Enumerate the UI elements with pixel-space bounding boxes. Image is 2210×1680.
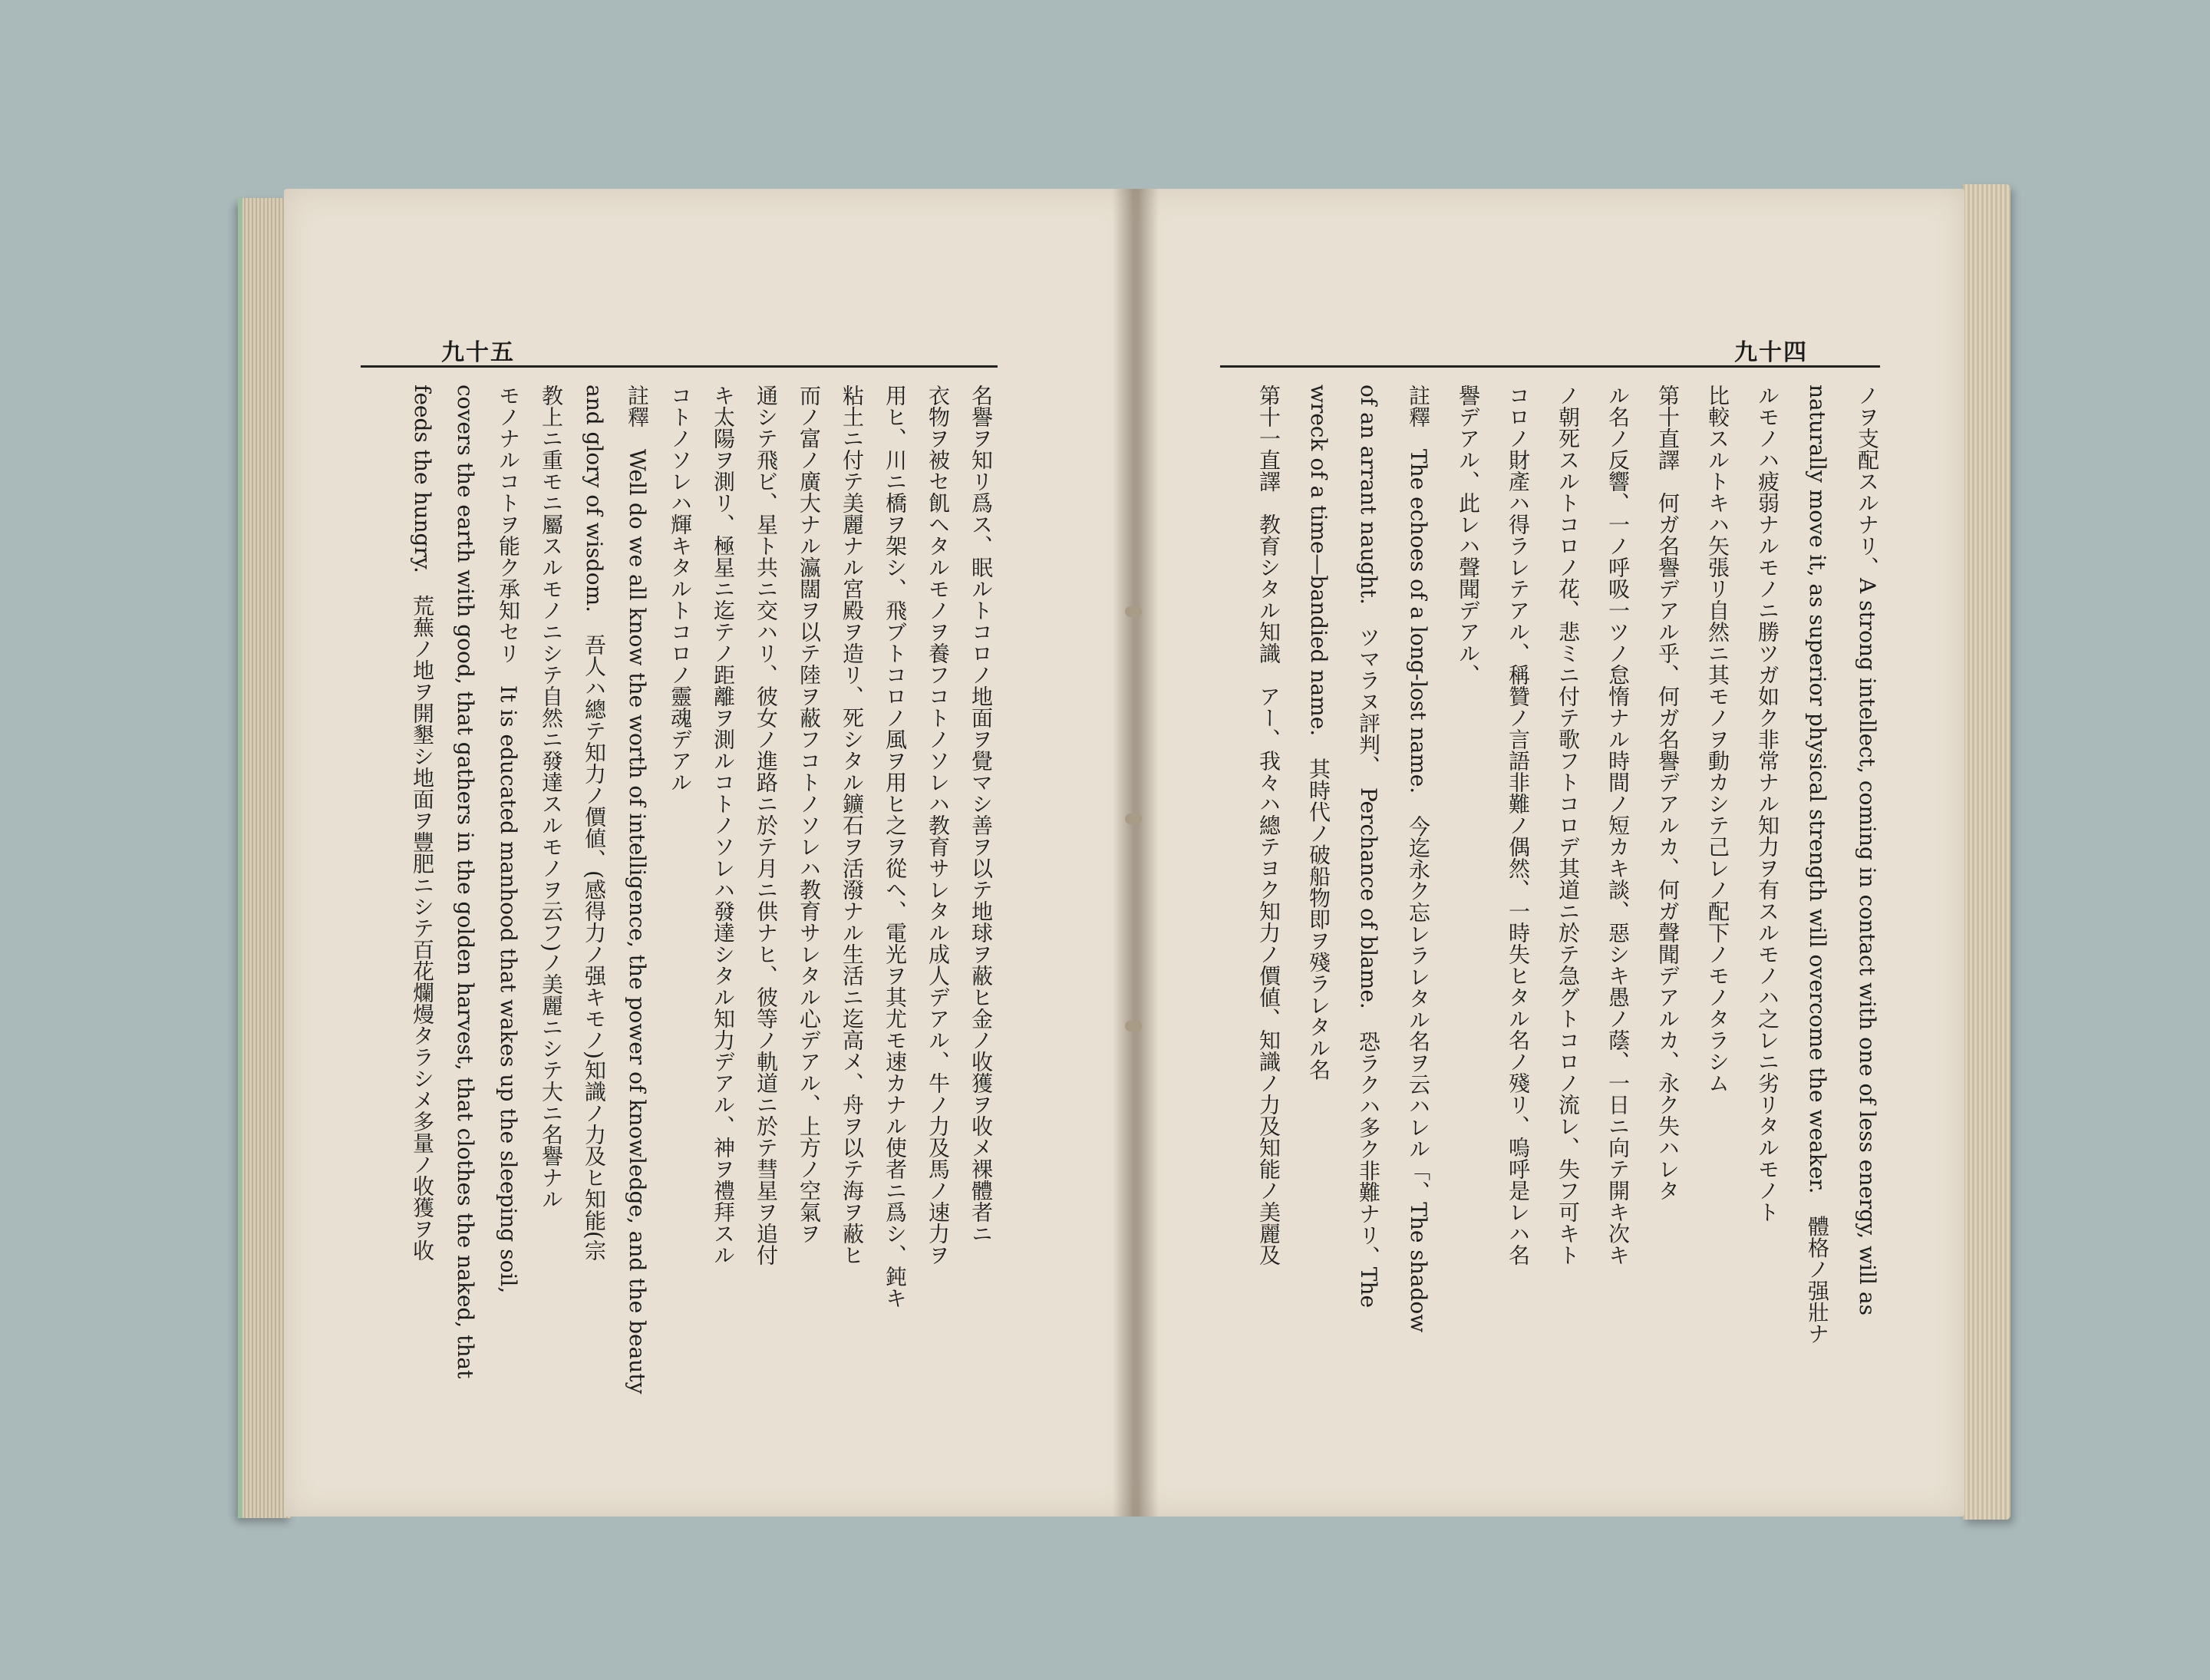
text-column: 通シテ飛ビ、星ト共ニ交ハリ、彼女ノ進路ニ於テ月ニ供ナヒ、彼等ノ軌道ニ於テ彗星ヲ追付 bbox=[754, 385, 779, 1266]
text-column: feeds the hungry. 荒蕪ノ地ヲ開墾シ地面ヲ豐肥ニシテ百花爛熳タラシメ多量ノ收獲ヲ收 bbox=[410, 385, 435, 1261]
text-column: ルモノハ疲弱ナルモノニ勝ツガ如ク非常ナル知力ヲ有スルモノハ之レニ劣リタルモノト bbox=[1755, 385, 1780, 1223]
text-column: 比較スルトキハ矢張リ自然ニ其モノヲ動カシテ己レノ配下ノモノタラシム bbox=[1705, 385, 1730, 1094]
text-column: 衣物ヲ被セ飢ヘタルモノヲ養フコトノソレハ教育サレタル成人デアル、牛ノ力及馬ノ速力ヲ bbox=[925, 385, 951, 1266]
left-text-block bbox=[399, 385, 998, 1459]
text-column: covers the earth with good, that gathers in the golden harvest, that clothes the naked, that bbox=[453, 385, 478, 1379]
text-column: 用ヒ、川ニ橋ヲ架シ、飛ブトコロノ風ヲ用ヒ之ヲ從ヘ、電光ヲ其尤モ速カナル使者ニ爲シ、鈍キ bbox=[882, 385, 908, 1309]
text-column: 第十直譯 何ガ名譽デアル乎、何ガ名譽デアルカ、何ガ聲聞デアルカ、永ク失ハレタ bbox=[1655, 385, 1681, 1201]
text-column: コトノソレハ輝キタルトコロノ靈魂デアル bbox=[668, 385, 693, 793]
text-column: モノナルコトヲ能ク承知セリ It is educated manhood that wakes up the sleeping soil, bbox=[496, 385, 521, 1294]
open-book bbox=[230, 177, 2010, 1535]
text-column: キ太陽ヲ測リ、極星ニ迄テノ距離ヲ測ルコトノソレハ發達シタル知力デアル、神ヲ禮拜スル bbox=[711, 385, 736, 1266]
text-column: ノヲ支配スルナリ、A strong intellect, coming in contact with one of less energy, will as bbox=[1855, 385, 1880, 1315]
text-column: 註釋 The echoes of a long-lost name. 今迄永ク忘レラレタル名ヲ云ハレル「、The shadow bbox=[1406, 385, 1431, 1333]
page-number: 九十四 bbox=[1734, 339, 1808, 366]
text-column: naturally move it, as superior physical strength will overcome the weaker. 體格ノ强壯ナ bbox=[1805, 385, 1830, 1345]
right-page bbox=[1136, 189, 1964, 1517]
binding-stitch bbox=[1125, 606, 1142, 617]
text-column: 教上ニ重モニ屬スルモノニシテ自然ニ發達スルモノヲ云フ)ノ美麗ニシテ大ニ名譽ナル bbox=[539, 385, 564, 1210]
text-column: 第十一直譯 教育シタル知識 アー、我々ハ總テヨク知力ノ價値、知識ノ力及知能ノ美麗及 bbox=[1256, 385, 1281, 1266]
binding-stitch bbox=[1125, 1021, 1142, 1031]
text-column: 而ノ富ノ廣大ナル瀛闊ヲ以テ陸ヲ蔽フコトノソレハ教育サレタル心デアル、上方ノ空氣ヲ bbox=[797, 385, 822, 1244]
right-text-block bbox=[1209, 385, 1884, 1459]
text-column: and glory of wisdom. 吾人ハ總テ知力ノ價値、(感得力ノ强キモノ)知識ノ力及ヒ知能(宗 bbox=[582, 385, 607, 1261]
text-column: コロノ財產ハ得ラレテアル、稱贊ノ言語非難ノ偶然、一時失ヒタル名ノ殘リ、嗚呼是レハ名 bbox=[1506, 385, 1531, 1266]
text-column: of an arrant naught. ツマラヌ評判、 Perchance of blame. 恐ラクハ多ク非難ナリ、The bbox=[1356, 385, 1381, 1309]
text-column: 粘土ニ付テ美麗ナル宮殿ヲ造リ、死シタル鑛石ヲ活潑ナル生活ニ迄高メ、舟ヲ以テ海ヲ蔽ヒ bbox=[839, 385, 865, 1266]
text-column: 名譽ヲ知リ爲ス、眠ルトコロノ地面ヲ覺マシ善ヲ以テ地球ヲ蔽ヒ金ノ收獲ヲ收メ裸體者ニ bbox=[968, 385, 994, 1244]
binding-stitch bbox=[1125, 814, 1142, 824]
text-column: wreck of a time—bandied name. 其時代ノ破船物即ヲ殘ラレタル名 bbox=[1306, 385, 1331, 1081]
page-number: 九十五 bbox=[441, 339, 515, 366]
text-column: ル名ノ反響、一ノ呼吸一ツノ怠惰ナル時間ノ短カキ談、惡シキ愚ノ蔭、一日ニ向テ開キ次キ bbox=[1605, 385, 1631, 1266]
text-column: 註釋 Well do we all know the worth of intelligence, the power of knowledge, and the beauty bbox=[625, 385, 650, 1394]
book-edge-right bbox=[1963, 184, 2010, 1520]
left-page bbox=[284, 189, 1136, 1517]
book-gutter bbox=[1113, 189, 1159, 1517]
text-column: 譽デアル、此レハ聲聞デアル、 bbox=[1456, 385, 1481, 685]
text-column: ノ朝死スルトコロノ花、悲ミニ付テ歌フトコロデ其道ニ於テ急グトコロノ流レ、失フ可キト bbox=[1555, 385, 1581, 1266]
